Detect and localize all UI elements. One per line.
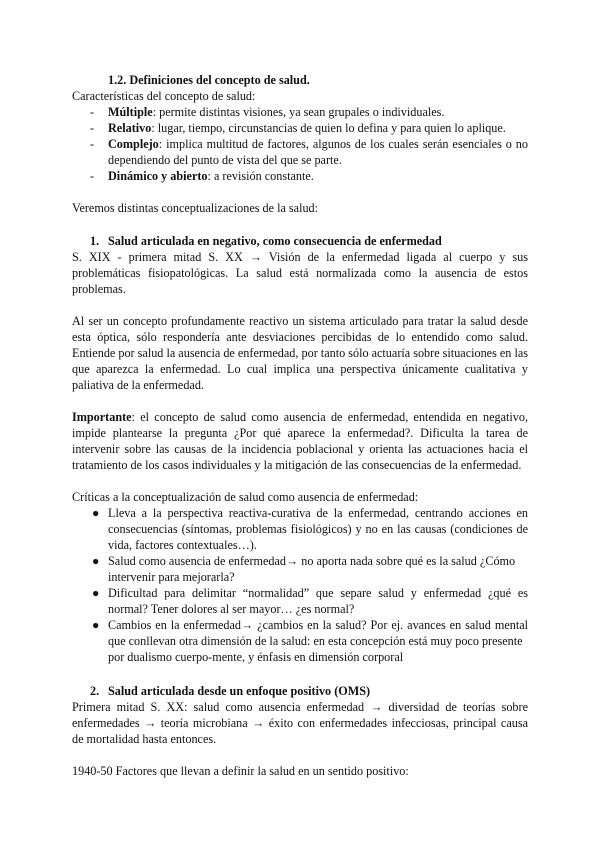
- dash-bullet: -: [90, 137, 95, 151]
- list-item: Lleva a la perspectiva reactiva-curativa de la enfermedad, centrando acciones en: [108, 506, 528, 520]
- important-line: Importante: el concepto de salud como ausencia de enfermedad, entendida en negativo,: [72, 410, 528, 424]
- list-item: Salud como ausencia de enfermedad→ no aporta nada sobre qué es la salud ¿Cómo: [108, 554, 516, 568]
- characteristics-intro: Características del concepto de salud:: [72, 89, 256, 103]
- paragraph-line: 1940-50 Factores que llevan a definir la salud en un sentido positivo:: [72, 764, 409, 778]
- paragraph-line: Al ser un concepto profundamente reactivo un sistema articulado para tratar la salud desde: [72, 314, 528, 328]
- dot-bullet: ●: [92, 506, 100, 520]
- list-item: Dificultad para delimitar “normalidad” que separe salud y enfermedad ¿qué es: [108, 586, 528, 600]
- paragraph-line: paliativa de la enfermedad.: [72, 378, 204, 392]
- paragraph-line: Primera mitad S. XX: salud como ausencia enfermedad → diversidad de teorías sobre: [72, 700, 528, 714]
- list-item-continuation: por dualismo cuerpo-mente, y énfasis en dimensión corporal: [108, 650, 404, 664]
- section-heading: 1.2. Definiciones del concepto de salud.: [108, 73, 310, 87]
- numbered-heading-text: Salud articulada en negativo, como consecuencia de enfermedad: [108, 234, 442, 248]
- paragraph-line: tratamiento de los casos individuales y la mitigación de las consecuencias de la enfermedad.: [72, 458, 522, 472]
- paragraph-line: intervenir sobre las causas de la incidencia poblacional y orienta las actuaciones hacia el: [72, 442, 528, 456]
- numbered-heading: 2.: [90, 684, 100, 698]
- list-item: Múltiple: permite distintas visiones, ya sean grupales o individuales.: [108, 105, 445, 119]
- paragraph-line: problemas.: [72, 282, 126, 296]
- list-item-continuation: consecuencias (síntomas, problemas fisiológicos) y no en las causas (condiciones de: [108, 522, 528, 536]
- list-item-continuation: intervenir para mejorarla?: [108, 570, 235, 584]
- criticas-intro: Críticas a la conceptualización de salud como ausencia de enfermedad:: [72, 490, 419, 504]
- list-item-continuation: dependiendo del punto de vista del que se parte.: [108, 153, 342, 167]
- list-item: Cambios en la enfermedad→ ¿cambios en la salud? Por ej. avances en salud mental: [108, 618, 528, 632]
- list-item-continuation: que conllevan otra dimensión de la salud: en esta concepción está muy poco presente: [108, 634, 523, 648]
- paragraph-line: problemáticas fisiopatológicas. La salud está normalizada como la ausencia de estos: [72, 266, 528, 280]
- dash-bullet: -: [90, 105, 95, 119]
- paragraph-line: de mortalidad hasta entonces.: [72, 732, 217, 746]
- numbered-heading-text: Salud articulada desde un enfoque positivo (OMS): [108, 684, 371, 698]
- list-item: Dinámico y abierto: a revisión constante.: [108, 169, 314, 183]
- dot-bullet: ●: [92, 554, 100, 568]
- paragraph-line: que aparezca la enfermedad. Lo cual implica una perspectiva únicamente cualitativa y: [72, 362, 528, 376]
- list-item-continuation: vida, factores contextuales…).: [108, 538, 257, 552]
- list-item-continuation: normal? Tener dolores al ser mayor… ¿es normal?: [108, 602, 355, 616]
- dash-bullet: -: [90, 169, 95, 183]
- list-item: Complejo: implica multitud de factores, algunos de los cuales serán esenciales o no: [108, 137, 528, 151]
- paragraph-line: esta óptica, sólo respondería ante desviaciones percibidas de lo entendido como salud.: [72, 330, 528, 344]
- paragraph-line: enfermedades → teoría microbiana → éxito con enfermedades infecciosas, principal causa: [72, 716, 528, 730]
- dot-bullet: ●: [92, 618, 100, 632]
- paragraph-line: S. XIX - primera mitad S. XX → Visión de la enfermedad ligada al cuerpo y sus: [72, 250, 528, 264]
- paragraph-line: Entiende por salud la ausencia de enfermedad, por tanto sólo actuaría sobre situaciones en las: [72, 346, 528, 360]
- numbered-heading: 1.: [90, 234, 100, 248]
- dot-bullet: ●: [92, 586, 100, 600]
- veremos-line: Veremos distintas conceptualizaciones de la salud:: [72, 201, 319, 215]
- list-item: Relativo: lugar, tiempo, circunstancias de quien lo defina y para quien lo aplique.: [108, 121, 506, 135]
- dash-bullet: -: [90, 121, 95, 135]
- paragraph-line: impide plantearse la pregunta ¿Por qué aparece la enfermedad?. Dificulta la tarea de: [72, 426, 528, 440]
